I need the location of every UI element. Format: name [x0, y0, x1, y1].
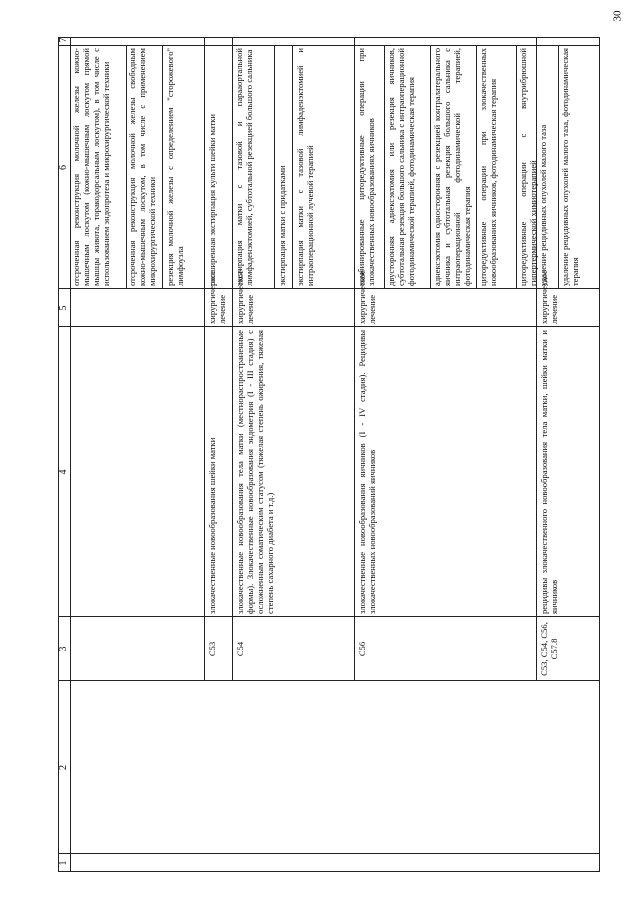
- grid-line: [58, 37, 59, 872]
- method-cell: удаление рецидивных опухолей малого таза: [538, 124, 548, 286]
- col-number-3: 3: [58, 646, 69, 652]
- col-number-5: 5: [58, 305, 69, 311]
- method-cell: удаление рецидивных опухолей малого таза, фотодинамическая терапия: [560, 48, 580, 286]
- table: [58, 37, 600, 872]
- grid-line: [232, 37, 233, 681]
- grid-line: [292, 46, 293, 289]
- grid-line: [536, 37, 537, 681]
- grid-line: [162, 46, 163, 289]
- grid-line: [58, 680, 600, 681]
- grid-line: [384, 46, 385, 289]
- method-cell: циторедуктивные операции с внутрибрюшной гипертермической химиотерапией: [518, 48, 538, 286]
- icd-code-cell: C54: [235, 641, 245, 657]
- grid-line: [58, 853, 600, 854]
- treatment-cell: хирургическое лечение: [235, 270, 255, 324]
- treatment-cell: хирургическое лечение: [207, 270, 227, 324]
- treatment-cell: хирургическое лечение: [539, 270, 559, 324]
- col-number-2: 2: [58, 765, 69, 770]
- col-number-1: 1: [58, 860, 69, 866]
- icd-code-cell: C53, C54, C56, C57.8: [539, 622, 559, 676]
- method-cell: двусторонняя аднексэктомия или резекция яичников, субтотальная резекция большого сальника с интраоперационной фотодинамической терапией, фотодинамическая терапия: [386, 48, 416, 286]
- col-number-6: 6: [58, 165, 69, 170]
- method-cell: отсроченная реконструкция молочной железы свободным кожно-мышечным лоскутом, в том числе с применением микрохирургической техники: [127, 48, 157, 286]
- method-cell: отсроченная реконструкция молочной железы кожно-мышечным лоскутом (кожно-мышечным лоскутом прямой мышцы живота, торакодорсальным лоскутом), в том числе с использованием эндопротеза и микрохирургической техники: [71, 48, 111, 286]
- grid-line: [516, 46, 517, 289]
- grid-line: [354, 37, 355, 681]
- grid-line: [558, 46, 559, 289]
- grid-line: [58, 326, 600, 327]
- diagnosis-cell: рецидивы злокачественного новообразования тела матки, шейки матки и яичников: [539, 330, 559, 614]
- col-number-7: 7: [58, 37, 69, 43]
- method-cell: экстирпация матки с тазовой лимфаденэктомией и интраоперационной лучевой терапией: [295, 48, 315, 286]
- grid-line: [274, 46, 275, 289]
- grid-line: [58, 616, 600, 617]
- diagnosis-cell: злокачественные новообразования яичников (I - IV стадия). Рецидивы злокачественных новообразований яичников: [357, 330, 377, 614]
- grid-line: [58, 37, 600, 38]
- method-cell: резекция молочной железы с определением "сторожевого" лимфоузла: [165, 48, 185, 286]
- grid-line: [599, 37, 600, 872]
- grid-line: [430, 46, 431, 289]
- method-cell: экстирпация матки с тазовой и парааортальной лимфаденэктомией, субтотальной резекцией большого сальника: [234, 48, 254, 286]
- diagnosis-cell: злокачественные новообразования тела матки (местнораспространенные формы). Злокачественные новообразования эндометрия (I - III стадия) с осложненным соматическим статусом (тяжелая степень ожирения, тяжелая степень сахарного диабета и т.д.): [235, 330, 275, 614]
- grid-line: [476, 46, 477, 289]
- method-cell: аднексэктомия односторонняя с резекцией контралатерального яичника и субтотальная резекция большого сальника с интраоперационной фотодинамической терапией, фотодинамическая терапия: [432, 48, 472, 286]
- grid-line: [204, 37, 205, 681]
- page-number: 30: [611, 10, 624, 22]
- icd-code-cell: C53: [207, 641, 217, 657]
- diagnosis-cell: злокачественные новообразования шейки матки: [207, 437, 217, 614]
- method-cell: расширенная экстирпация культи шейки матки: [207, 113, 217, 286]
- method-cell: экстирпация матки с придатками: [277, 165, 287, 286]
- treatment-cell: хирургическое лечение: [357, 270, 377, 324]
- method-cell: комбинированные циторедуктивные операции при злокачественных новообразованиях яичников: [356, 48, 376, 286]
- method-cell: циторедуктивные операции при злокачественных новообразованиях яичников, фотодинамическая терапия: [478, 48, 498, 286]
- col-number-4: 4: [58, 469, 69, 475]
- icd-code-cell: C56: [357, 641, 367, 657]
- grid-line: [58, 871, 600, 872]
